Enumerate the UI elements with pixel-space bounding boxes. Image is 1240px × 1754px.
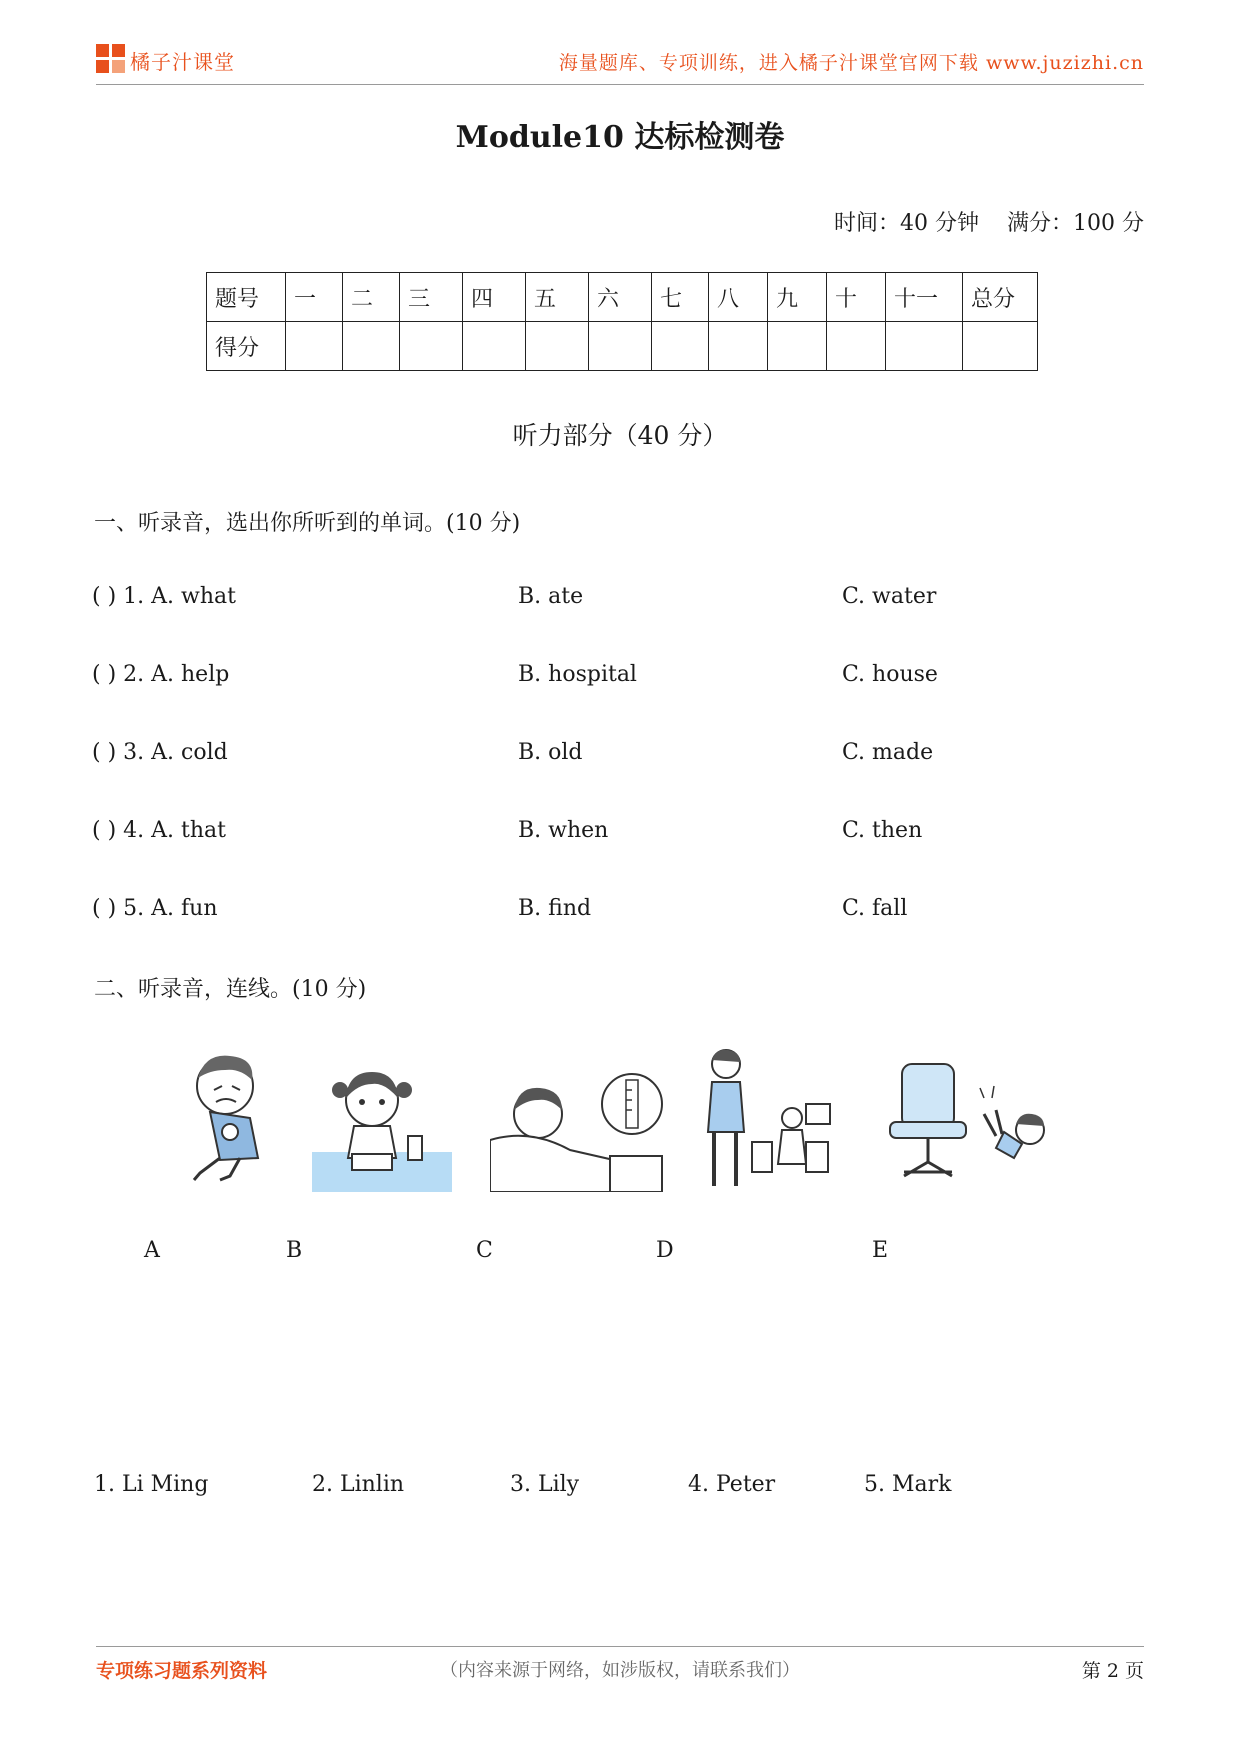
time-limit: 时间：40 分钟 bbox=[834, 211, 980, 236]
picture-label: B bbox=[286, 1238, 303, 1263]
option-c[interactable]: C. then bbox=[842, 818, 923, 843]
option-c[interactable]: C. house bbox=[842, 662, 938, 687]
page-number: 第 2 页 bbox=[1081, 1660, 1144, 1682]
name-item[interactable]: 3. Lily bbox=[510, 1472, 580, 1497]
score-table-header-row bbox=[207, 273, 1038, 322]
table-cell: 得分 bbox=[207, 322, 286, 371]
picture-label: E bbox=[872, 1238, 889, 1263]
table-cell: 五 bbox=[526, 273, 589, 322]
option-a[interactable]: ( ) 4. A. that bbox=[92, 818, 226, 843]
name-item[interactable]: 5. Mark bbox=[864, 1472, 952, 1497]
score-input-cell[interactable] bbox=[827, 322, 886, 371]
option-b[interactable]: B. old bbox=[518, 740, 583, 765]
score-table-score-row bbox=[207, 322, 1038, 371]
table-cell: 四 bbox=[463, 273, 526, 322]
table-cell: 总分 bbox=[963, 273, 1038, 322]
table-cell: 八 bbox=[709, 273, 768, 322]
question-1-heading: 一、听录音，选出你所听到的单词。(10 分) bbox=[94, 511, 521, 536]
picture-label: A bbox=[144, 1238, 160, 1263]
score-input-cell[interactable] bbox=[343, 322, 400, 371]
exam-meta bbox=[834, 206, 1144, 237]
option-b[interactable]: B. when bbox=[518, 818, 609, 843]
option-c[interactable]: C. fall bbox=[842, 896, 908, 921]
option-c[interactable]: C. water bbox=[842, 584, 937, 609]
option-a[interactable]: ( ) 1. A. what bbox=[92, 584, 236, 609]
boy-hurt-illustration bbox=[180, 1048, 280, 1186]
logo-text: 橘子汁课堂 bbox=[130, 50, 235, 74]
logo-icon bbox=[96, 44, 126, 74]
option-b[interactable]: B. find bbox=[518, 896, 592, 921]
girl-eating-illustration bbox=[312, 1066, 452, 1192]
table-cell: 七 bbox=[652, 273, 709, 322]
table-cell: 十 bbox=[827, 273, 886, 322]
table-cell: 二 bbox=[343, 273, 400, 322]
question-item bbox=[92, 584, 1152, 616]
question-item bbox=[92, 740, 1152, 772]
score-input-cell[interactable] bbox=[286, 322, 343, 371]
question-2-heading: 二、听录音，连线。(10 分) bbox=[94, 977, 367, 1002]
name-item[interactable]: 1. Li Ming bbox=[94, 1472, 209, 1497]
footer-series-label: 专项练习题系列资料 bbox=[96, 1660, 268, 1682]
picture-label: C bbox=[476, 1238, 493, 1263]
option-a[interactable]: ( ) 2. A. help bbox=[92, 662, 230, 687]
header-slogan[interactable]: 海量题库、专项训练，进入橘子汁课堂官网下载 www.juzizhi.cn bbox=[558, 52, 1144, 74]
option-b[interactable]: B. hospital bbox=[518, 662, 637, 687]
header-divider bbox=[96, 84, 1144, 85]
table-cell: 一 bbox=[286, 273, 343, 322]
document-title: Module10 达标检测卷 bbox=[455, 120, 785, 155]
footer-divider bbox=[96, 1646, 1144, 1647]
chair-fall-illustration bbox=[884, 1058, 1054, 1188]
question-item bbox=[92, 662, 1152, 694]
option-a[interactable]: ( ) 3. A. cold bbox=[92, 740, 228, 765]
score-input-cell[interactable] bbox=[463, 322, 526, 371]
score-input-cell[interactable] bbox=[709, 322, 768, 371]
table-cell: 十一 bbox=[886, 273, 963, 322]
footer-copyright-note: （内容来源于网络，如涉版权，请联系我们） bbox=[440, 1660, 800, 1681]
question-item bbox=[92, 896, 1152, 928]
shopping-family-illustration bbox=[696, 1046, 836, 1192]
girl-sick-in-bed-illustration bbox=[490, 1070, 666, 1192]
name-item[interactable]: 4. Peter bbox=[688, 1472, 776, 1497]
score-input-cell[interactable] bbox=[652, 322, 709, 371]
name-item[interactable]: 2. Linlin bbox=[312, 1472, 405, 1497]
score-input-cell[interactable] bbox=[886, 322, 963, 371]
table-cell: 三 bbox=[400, 273, 463, 322]
score-input-cell[interactable] bbox=[963, 322, 1038, 371]
table-cell: 六 bbox=[589, 273, 652, 322]
score-input-cell[interactable] bbox=[400, 322, 463, 371]
option-b[interactable]: B. ate bbox=[518, 584, 584, 609]
table-cell: 题号 bbox=[207, 273, 286, 322]
option-a[interactable]: ( ) 5. A. fun bbox=[92, 896, 218, 921]
question-item bbox=[92, 818, 1152, 850]
full-score: 满分：100 分 bbox=[1007, 211, 1144, 236]
option-c[interactable]: C. made bbox=[842, 740, 934, 765]
listening-section-heading: 听力部分（40 分） bbox=[512, 421, 728, 450]
score-table bbox=[206, 272, 1038, 371]
score-input-cell[interactable] bbox=[768, 322, 827, 371]
score-input-cell[interactable] bbox=[589, 322, 652, 371]
table-cell: 九 bbox=[768, 273, 827, 322]
score-input-cell[interactable] bbox=[526, 322, 589, 371]
picture-label: D bbox=[656, 1238, 674, 1263]
